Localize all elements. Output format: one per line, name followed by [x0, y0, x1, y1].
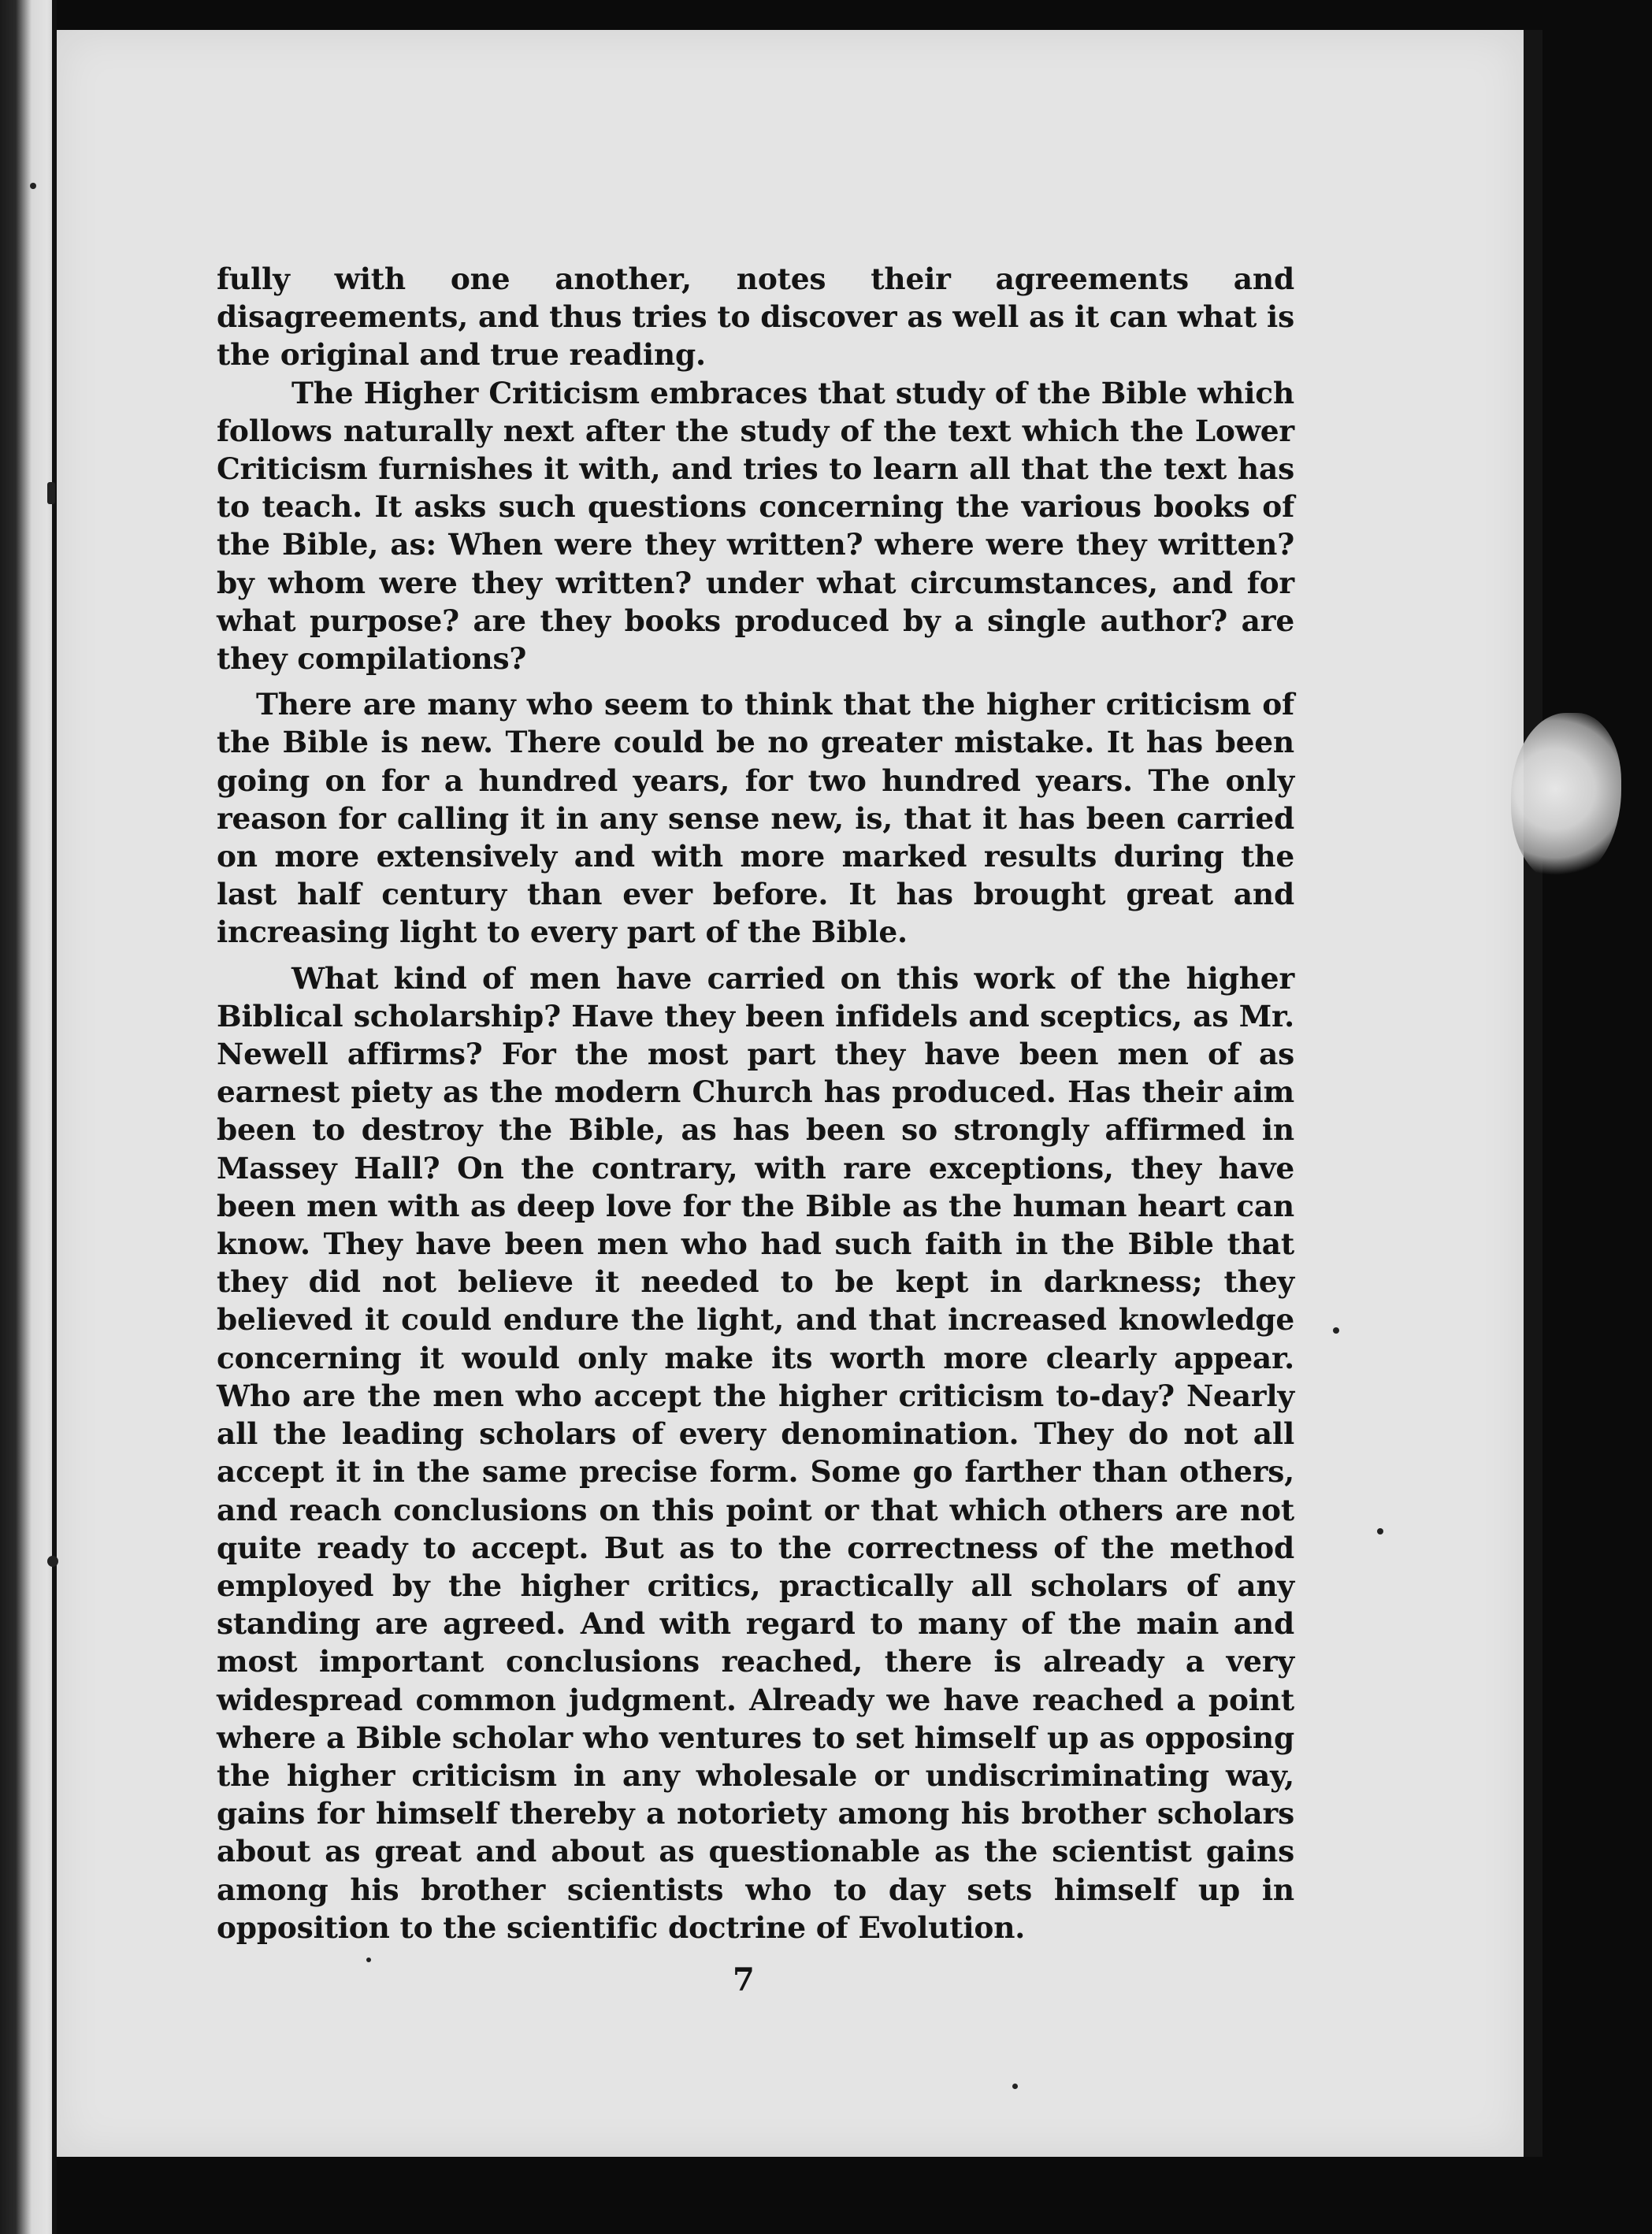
scan-speck: [47, 1556, 58, 1567]
scan-speck: [366, 1958, 371, 1962]
scan-speck: [47, 482, 55, 504]
scan-speck: [1012, 2084, 1018, 2089]
paragraph-not-new: There are many who seem to think that the higher criticism of the Bible is new. There could be no greater mistake. It has been going on for a hundred years, for two hundred years. The only reason for calling it in any sense new, is, that it has been carried on more extensively and with more marked results during the last half century than ever before. It has brought great and increasing light to every part of the Bible.: [217, 687, 1294, 950]
scan-speck: [1377, 1528, 1383, 1534]
paragraph-higher-criticism: The Higher Criticism embraces that study of the Bible which follows naturally next after the study of the text which the Lower Criticism furnishes it with, and tries to learn all that the text has to teach. It asks such questions concerning the various books of the Bible, as: When were they written? where were they written? by whom were they written? under what circumstances, and for what purpose? are they books produced by a single author? are they compilations?: [217, 375, 1294, 677]
paragraph-continuation: fully with one another, notes their agreements and disagreements, and thus tries to discover as well as it can what is the original and true reading.: [217, 262, 1294, 373]
page-number: 7: [733, 1961, 755, 1998]
body-text: [217, 260, 1294, 1946]
paragraph-what-kind-of-men: What kind of men have carried on this work of the higher Biblical scholarship? Have they been infidels and sceptics, as Mr. Newell affirms? For the most part they have been men of as earnest piety as the modern Church has produced. Has their aim been to destroy the Bible, as has been so strongly affirmed in Massey Hall? On the contrary, with rare exceptions, they have been men with as deep love for the Bible as the human heart can know. They have been men who had such faith in the Bible that they did not believe it needed to be kept in darkness; they believed it could endure the light, and that increased knowledge concerning it would only make its worth more clearly appear. Who are the men who accept the higher criticism to-day? Nearly all the leading scholars of every denomination. They do not all accept it in the same precise form. Some go farther than others, and reach conclusions on this point or that which others are not quite ready to accept. But as to the correctness of the method employed by the higher critics, practically all scholars of any standing are agreed. And with regard to many of the main and most important conclusions reached, there is already a very widespread common judgment. Already we have reached a point where a Bible scholar who ventures to set himself up as opposing the higher criticism in any wholesale or undiscriminating way, gains for himself thereby a notoriety among his brother scholars about as great and about as questionable as the scientist gains among his brother scientists who to day sets himself up in opposition to the scientific doctrine of Evolution.: [217, 960, 1294, 1945]
scan-speck: [30, 183, 36, 189]
scan-speck: [1333, 1327, 1339, 1334]
paper-stain: [1511, 713, 1621, 882]
page-right-edge: [1524, 30, 1542, 2157]
facing-page-edge: [0, 0, 55, 2234]
